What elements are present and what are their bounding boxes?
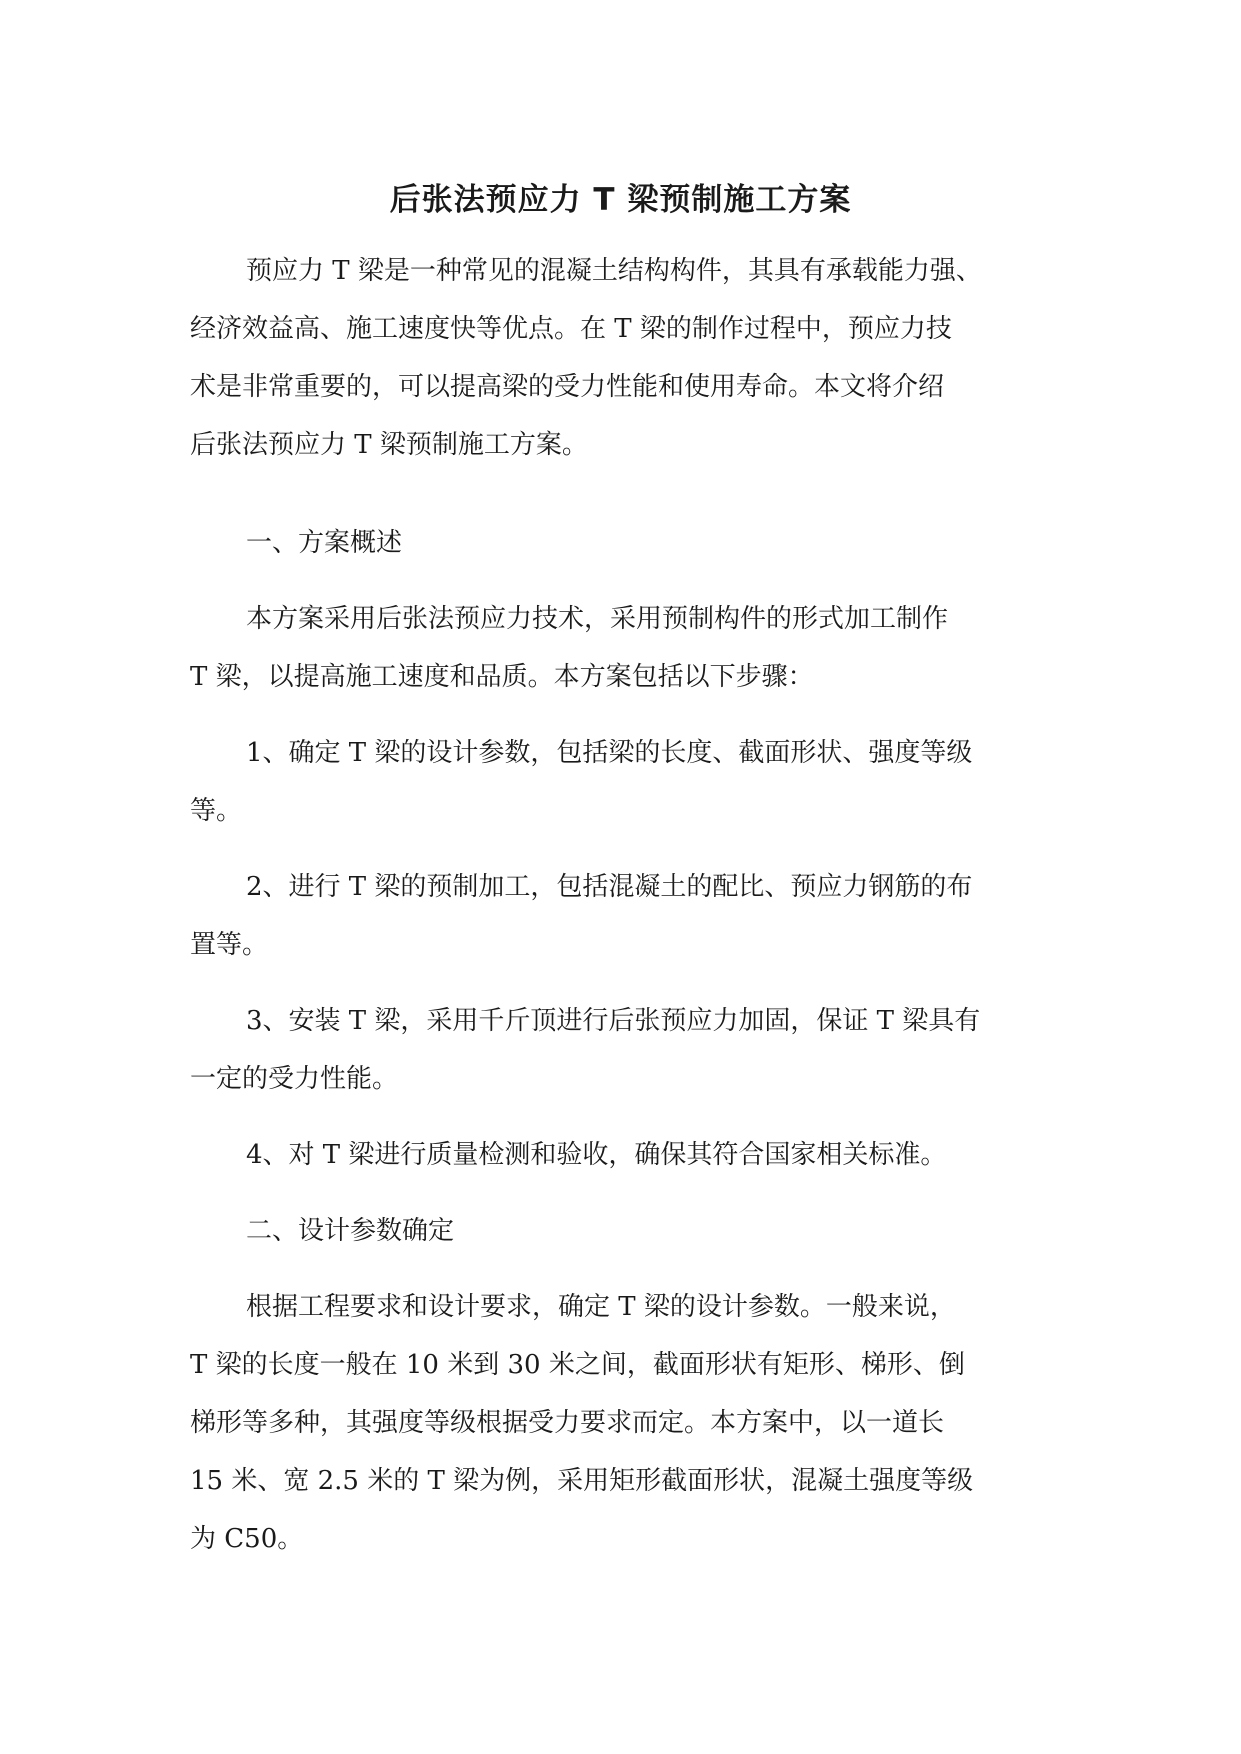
paragraph-overview (190, 590, 1070, 706)
list-item-step-2 (190, 858, 1070, 974)
paragraph-line: 等。 (190, 796, 243, 826)
paragraph-design-params (190, 1278, 1070, 1568)
paragraph-line: 15 米、宽 2.5 米的 T 梁为例，采用矩形截面形状，混凝土强度等级 (190, 1466, 974, 1496)
list-item-step-1 (190, 724, 1070, 840)
section-heading-text: 二、设计参数确定 (246, 1216, 455, 1246)
document-title: 后张法预应力 T 梁预制施工方案 (389, 182, 852, 218)
paragraph-line: 预应力 T 梁是一种常见的混凝土结构构件，其具有承载能力强、 (246, 256, 982, 286)
paragraph-line: 2、进行 T 梁的预制加工，包括混凝土的配比、预应力钢筋的布 (246, 872, 973, 902)
paragraph-line: 经济效益高、施工速度快等优点。在 T 梁的制作过程中，预应力技 (190, 314, 952, 344)
section-heading-overview (190, 514, 1070, 572)
paragraph-intro (190, 242, 1070, 474)
paragraph-line: T 梁的长度一般在 10 米到 30 米之间，截面形状有矩形、梯形、倒 (190, 1350, 965, 1380)
paragraph-line: T 梁，以提高施工速度和品质。本方案包括以下步骤： (190, 662, 814, 692)
paragraph-line: 后张法预应力 T 梁预制施工方案。 (190, 430, 588, 460)
paragraph-line: 为 C50。 (190, 1524, 304, 1554)
paragraph-line: 3、安装 T 梁，采用千斤顶进行后张预应力加固，保证 T 梁具有 (246, 1006, 981, 1036)
paragraph-line: 1、确定 T 梁的设计参数，包括梁的长度、截面形状、强度等级 (246, 738, 973, 768)
section-heading-text: 一、方案概述 (246, 528, 403, 558)
section-heading-design-params (190, 1202, 1070, 1260)
paragraph-line: 根据工程要求和设计要求，确定 T 梁的设计参数。一般来说， (246, 1292, 956, 1322)
list-item-step-3 (190, 992, 1070, 1108)
paragraph-line: 梯形等多种，其强度等级根据受力要求而定。本方案中，以一道长 (190, 1408, 945, 1438)
paragraph-line: 本方案采用后张法预应力技术，采用预制构件的形式加工制作 (246, 604, 949, 634)
paragraph-line: 置等。 (190, 930, 269, 960)
list-item-step-4 (190, 1126, 1070, 1184)
paragraph-line: 术是非常重要的，可以提高梁的受力性能和使用寿命。本文将介绍 (190, 372, 945, 402)
paragraph-line: 一定的受力性能。 (190, 1064, 399, 1094)
paragraph-line: 4、对 T 梁进行质量检测和验收，确保其符合国家相关标准。 (246, 1140, 947, 1170)
